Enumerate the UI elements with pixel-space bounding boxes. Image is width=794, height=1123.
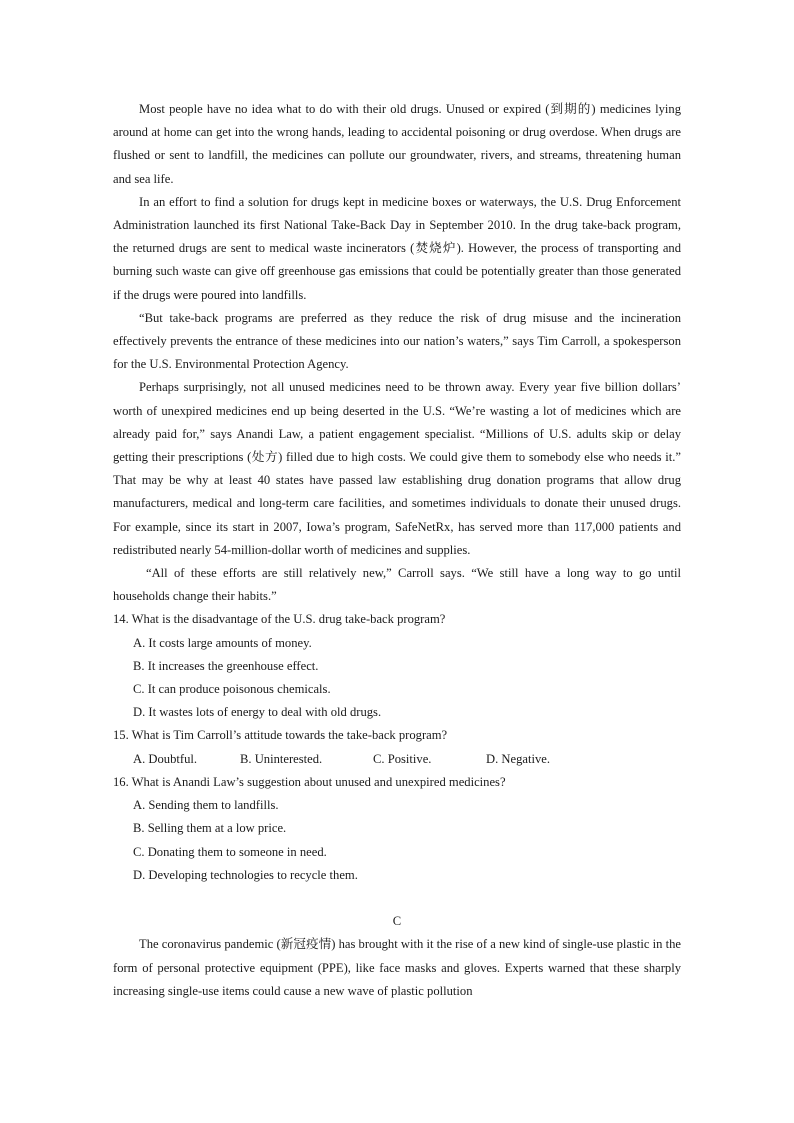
option-c: C. Positive. bbox=[373, 751, 432, 766]
passage-paragraph-3: “But take-back programs are preferred as they reduce the risk of drug misuse and the incineration effectively prevents the entrance of these medicines into our nation’s waters,” says Tim Carroll, a spokesperson for the U.S. Environmental Protection Agency. bbox=[113, 310, 681, 372]
option-b: B. Uninterested. bbox=[240, 751, 323, 766]
option-a: A. Doubtful. bbox=[133, 751, 198, 766]
section-title: C bbox=[392, 914, 402, 929]
question-15 bbox=[113, 724, 681, 770]
question-14 bbox=[113, 608, 681, 724]
options-row bbox=[113, 748, 681, 771]
passage-paragraph-1: Most people have no idea what to do with their old drugs. Unused or expired (到期的) medicines lying around at home can get into the wrong hands, leading to accidental poisoning or drug overdose. When drugs are flushed or sent to landfill, the medicines can pollute our groundwater, rivers, and streams, threatening human and sea life. bbox=[113, 102, 681, 186]
option-c: C. It can produce poisonous chemicals. bbox=[133, 682, 331, 697]
option-a: A. It costs large amounts of money. bbox=[133, 635, 312, 650]
passage-paragraph-4: Perhaps surprisingly, not all unused medicines need to be thrown away. Every year five billion dollars’ worth of unexpired medicines end up being deserted in the U.S. “We’re wasting a lot of medicines which are already paid for,” says Anandi Law, a patient engagement specialist. “Millions of U.S. adults skip or delay getting their prescriptions (处方) filled due to high costs. We could give them to somebody else who needs it.” That may be why at least 40 states have passed law establishing drug donation programs that allow drug manufacturers, medical and long-term care facilities, and sometimes individuals to donate their unused drugs. For example, since its start in 2007, Iowa’s program, SafeNetRx, has served more than 117,000 patients and redistributed nearly 54-million-dollar worth of medicines and supplies. bbox=[113, 380, 681, 557]
question-16 bbox=[113, 771, 681, 887]
question-stem: 15. What is Tim Carroll’s attitude towards the take-back program? bbox=[113, 728, 448, 743]
option-d: D. It wastes lots of energy to deal with old drugs. bbox=[133, 705, 382, 720]
section-c-paragraph: The coronavirus pandemic (新冠疫情) has brought with it the rise of a new kind of single-use plastic in the form of personal protective equipment (PPE), like face masks and gloves. Experts warned that these sharply increasing single-use items could cause a new wave of plastic pollution bbox=[113, 937, 681, 998]
question-stem: 16. What is Anandi Law’s suggestion about unused and unexpired medicines? bbox=[113, 774, 506, 789]
option-d: D. Negative. bbox=[486, 751, 550, 766]
option-b: B. It increases the greenhouse effect. bbox=[133, 658, 319, 673]
passage-paragraph-2: In an effort to find a solution for drugs kept in medicine boxes or waterways, the U.S. Drug Enforcement Administration launched its first National Take-Back Day in September 2010. In the drug take-back program, the returned drugs are sent to medical waste incinerators (焚烧炉). However, the process of transporting and burning such waste can give off greenhouse gas emissions that could be potentially greater than those generated if the drugs were poured into landfills. bbox=[113, 194, 681, 302]
option-a: A. Sending them to landfills. bbox=[133, 798, 279, 813]
option-b: B. Selling them at a low price. bbox=[133, 821, 287, 836]
question-stem: 14. What is the disadvantage of the U.S. drug take-back program? bbox=[113, 612, 446, 627]
option-d: D. Developing technologies to recycle them. bbox=[133, 867, 358, 882]
passage-paragraph-5: “All of these efforts are still relatively new,” Carroll says. “We still have a long way to go until households change their habits.” bbox=[113, 566, 681, 604]
document-page bbox=[113, 98, 681, 1003]
option-c: C. Donating them to someone in need. bbox=[133, 844, 327, 859]
